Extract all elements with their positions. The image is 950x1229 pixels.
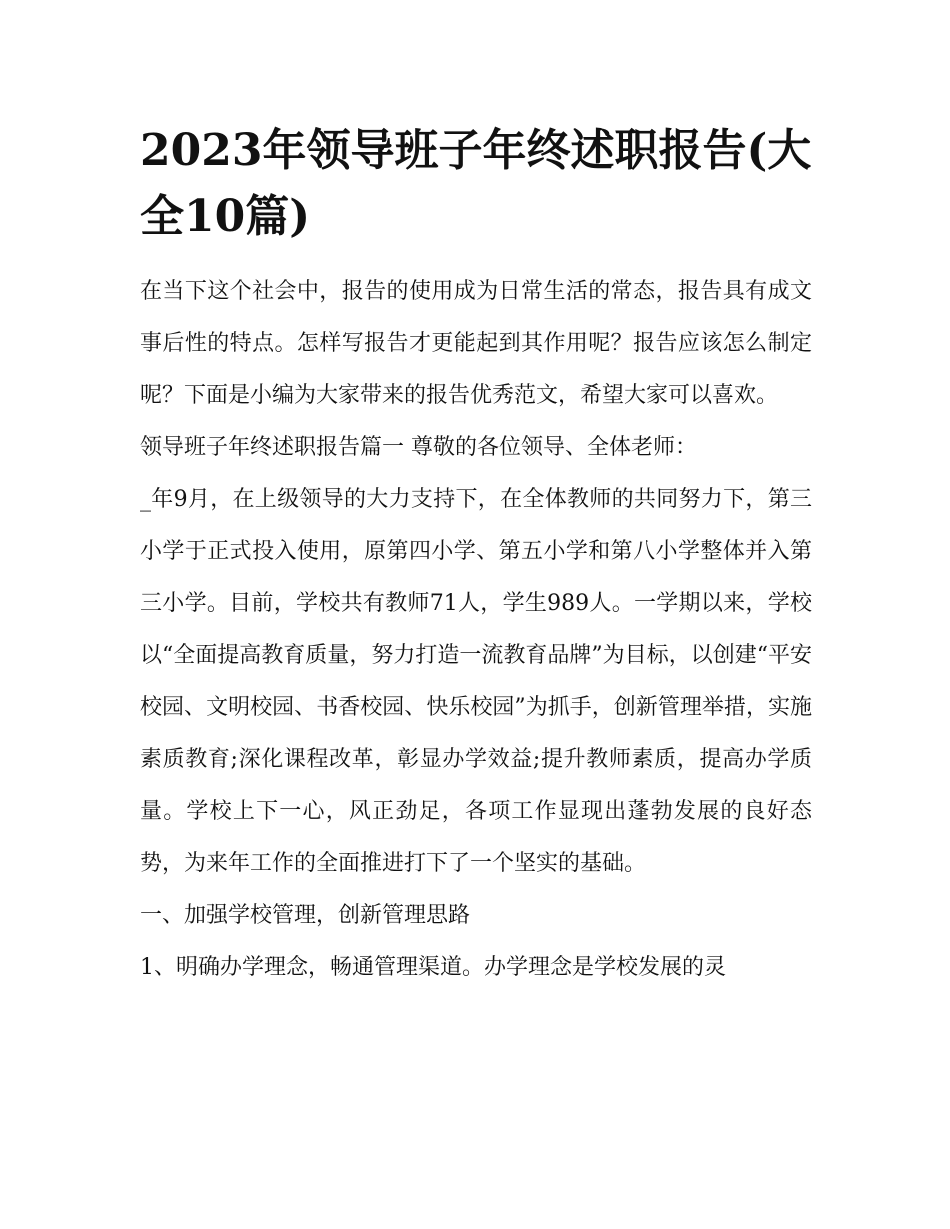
document-title: 2023年领导班子年终述职报告(大全10篇) <box>140 125 812 242</box>
section-heading-paragraph: 领导班子年终述职报告篇一 尊敬的各位领导、全体老师： <box>140 435 697 460</box>
body-paragraph: _年9月，在上级领导的大力支持下，在全体教师的共同努力下，第三小学于正式投入使用，原第四小学、第五小学和第八小学整体并入第三小学。目前，学校共有教师71人，学生989人。一学期以来，学校以“全面提高教育质量，努力打造一流教育品牌”为目标，以创建“平安校园、文明校园、书香校园、快乐校园”为抓手，创新管理举措，实施素质教育;深化课程改革，彰显办学效益;提升教师素质，提高办学质量。学校上下一心，风正劲足，各项工作显现出蓬勃发展的良好态势，为来年工作的全面推进打下了一个坚实的基础。 <box>140 487 812 876</box>
intro-paragraph: 在当下这个社会中，报告的使用成为日常生活的常态，报告具有成文事后性的特点。怎样写报告才更能起到其作用呢？报告应该怎么制定呢？下面是小编为大家带来的报告优秀范文，希望大家可以喜欢。 <box>140 279 812 408</box>
body-paragraph-item-1: 1、明确办学理念，畅通管理渠道。办学理念是学校发展的灵 <box>140 955 726 980</box>
document-page <box>140 118 812 994</box>
section-heading: 一、加强学校管理，创新管理思路 <box>140 903 471 928</box>
